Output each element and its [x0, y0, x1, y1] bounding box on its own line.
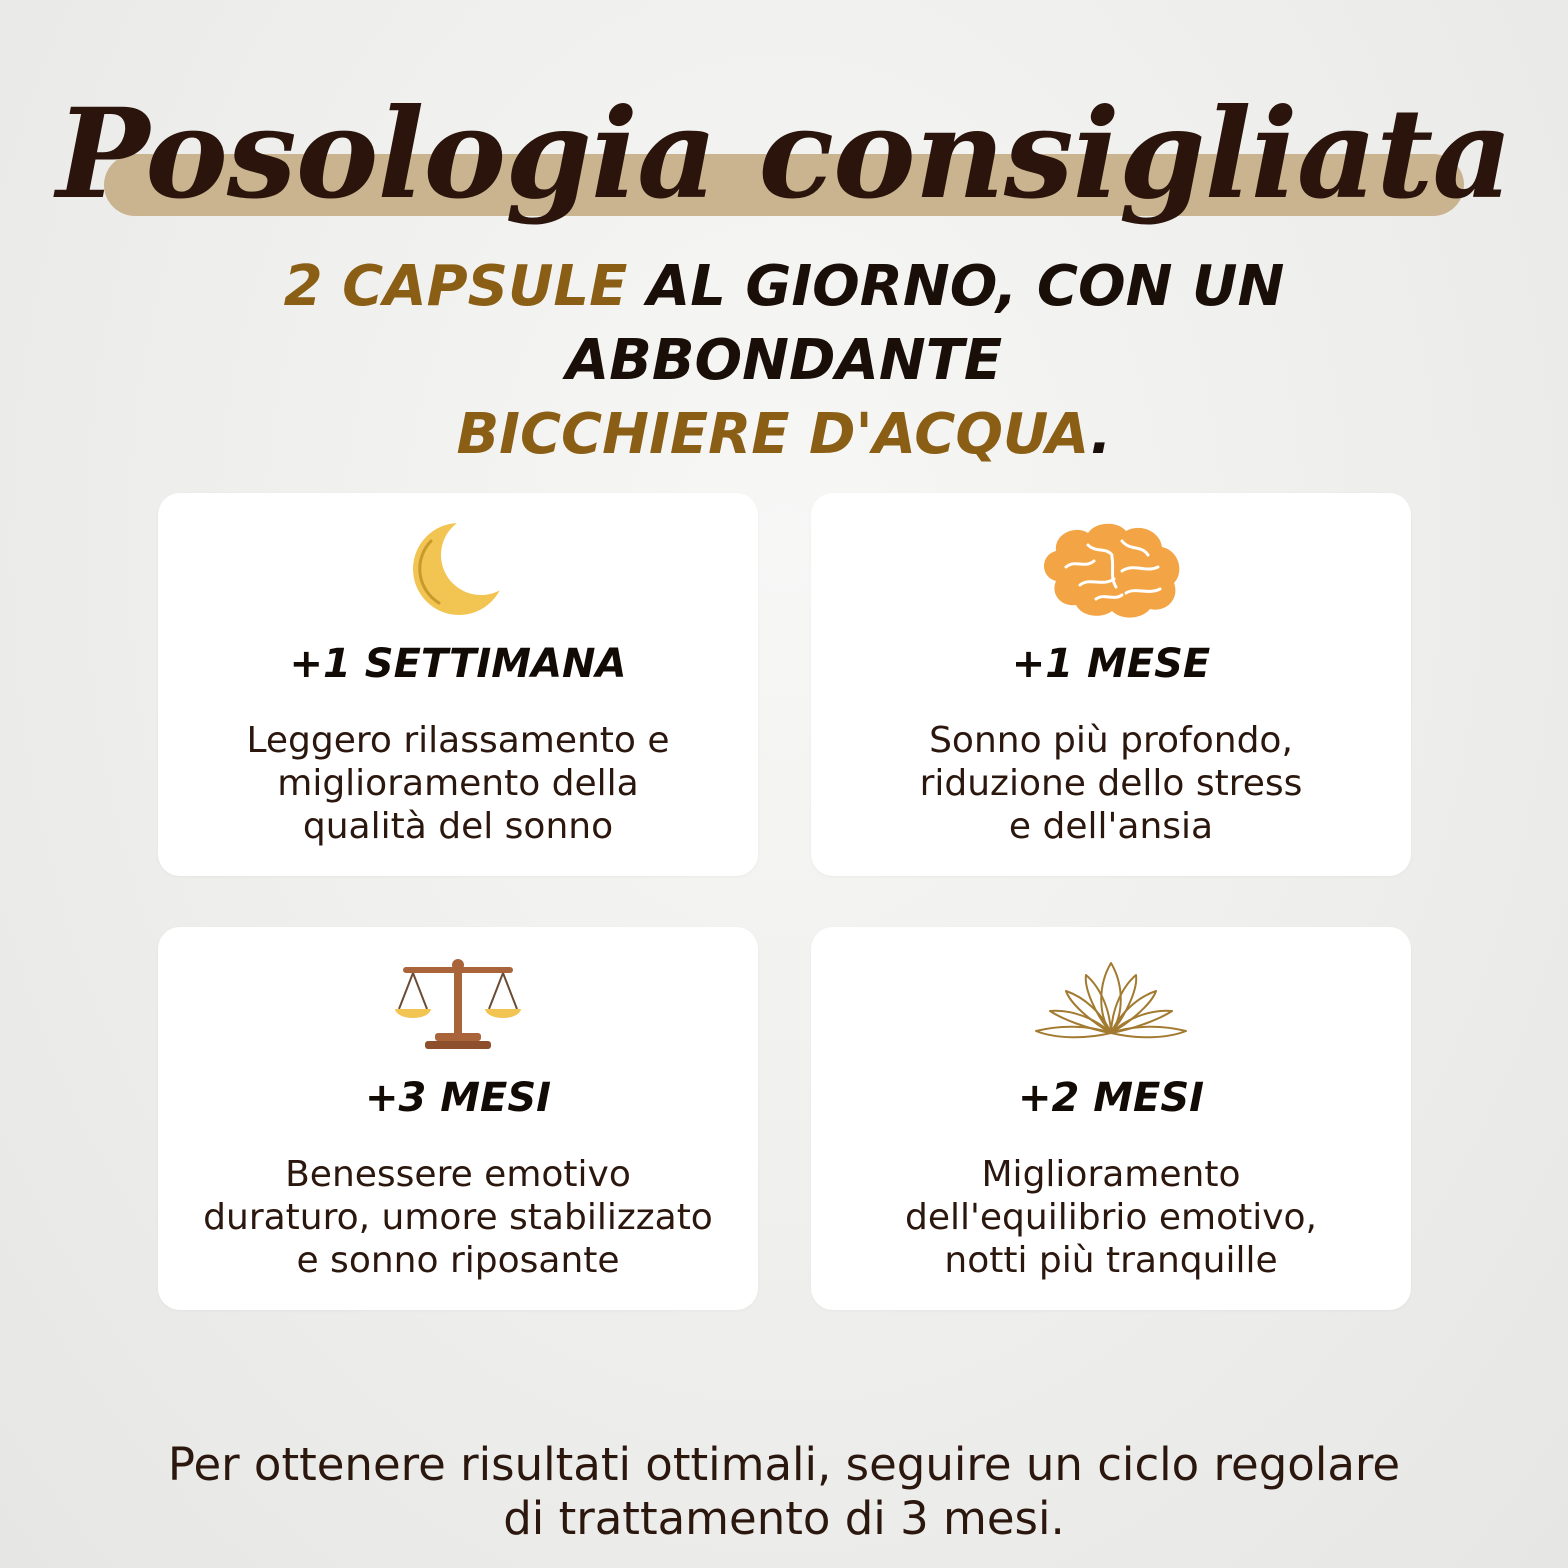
treatment-note: Per ottenere risultati ottimali, seguire un ciclo regolare di trattamento di 3 mesi. [167, 1438, 1401, 1545]
period-label: +2 MESI [1017, 1075, 1205, 1121]
title-area [0, 80, 1568, 230]
benefit-card-1-week [158, 493, 758, 876]
crescent-moon-icon [373, 511, 543, 621]
benefit-description: Leggero rilassamento e miglioramento della qualità del sonno [246, 720, 670, 847]
benefit-card-1-month [811, 493, 1411, 876]
period-label: +3 MESI [364, 1075, 552, 1121]
dosage-text: AL GIORNO, CON UN ABBONDANTE [565, 254, 1285, 393]
dosage-period: . [1090, 402, 1112, 467]
period-label: +1 MESE [1011, 641, 1211, 687]
benefit-description: Sonno più profondo, riduzione dello stress e dell'ansia [919, 720, 1303, 847]
dosage-water: BICCHIERE D'ACQUA [456, 402, 1091, 467]
page-title: Posologia consigliata [56, 82, 1512, 227]
brain-icon [1026, 511, 1196, 621]
benefit-description: Miglioramento dell'equilibrio emotivo, notti più tranquille [905, 1154, 1317, 1281]
benefit-card-2-months [811, 927, 1411, 1310]
dosage-instruction [60, 250, 1508, 472]
lotus-flower-icon [1026, 945, 1196, 1055]
benefit-description: Benessere emotivo duraturo, umore stabilizzato e sonno riposante [203, 1154, 713, 1281]
dosage-amount: 2 CAPSULE [283, 254, 628, 319]
period-label: +1 SETTIMANA [289, 641, 627, 687]
benefit-card-3-months [158, 927, 758, 1310]
balance-scale-icon [373, 945, 543, 1055]
